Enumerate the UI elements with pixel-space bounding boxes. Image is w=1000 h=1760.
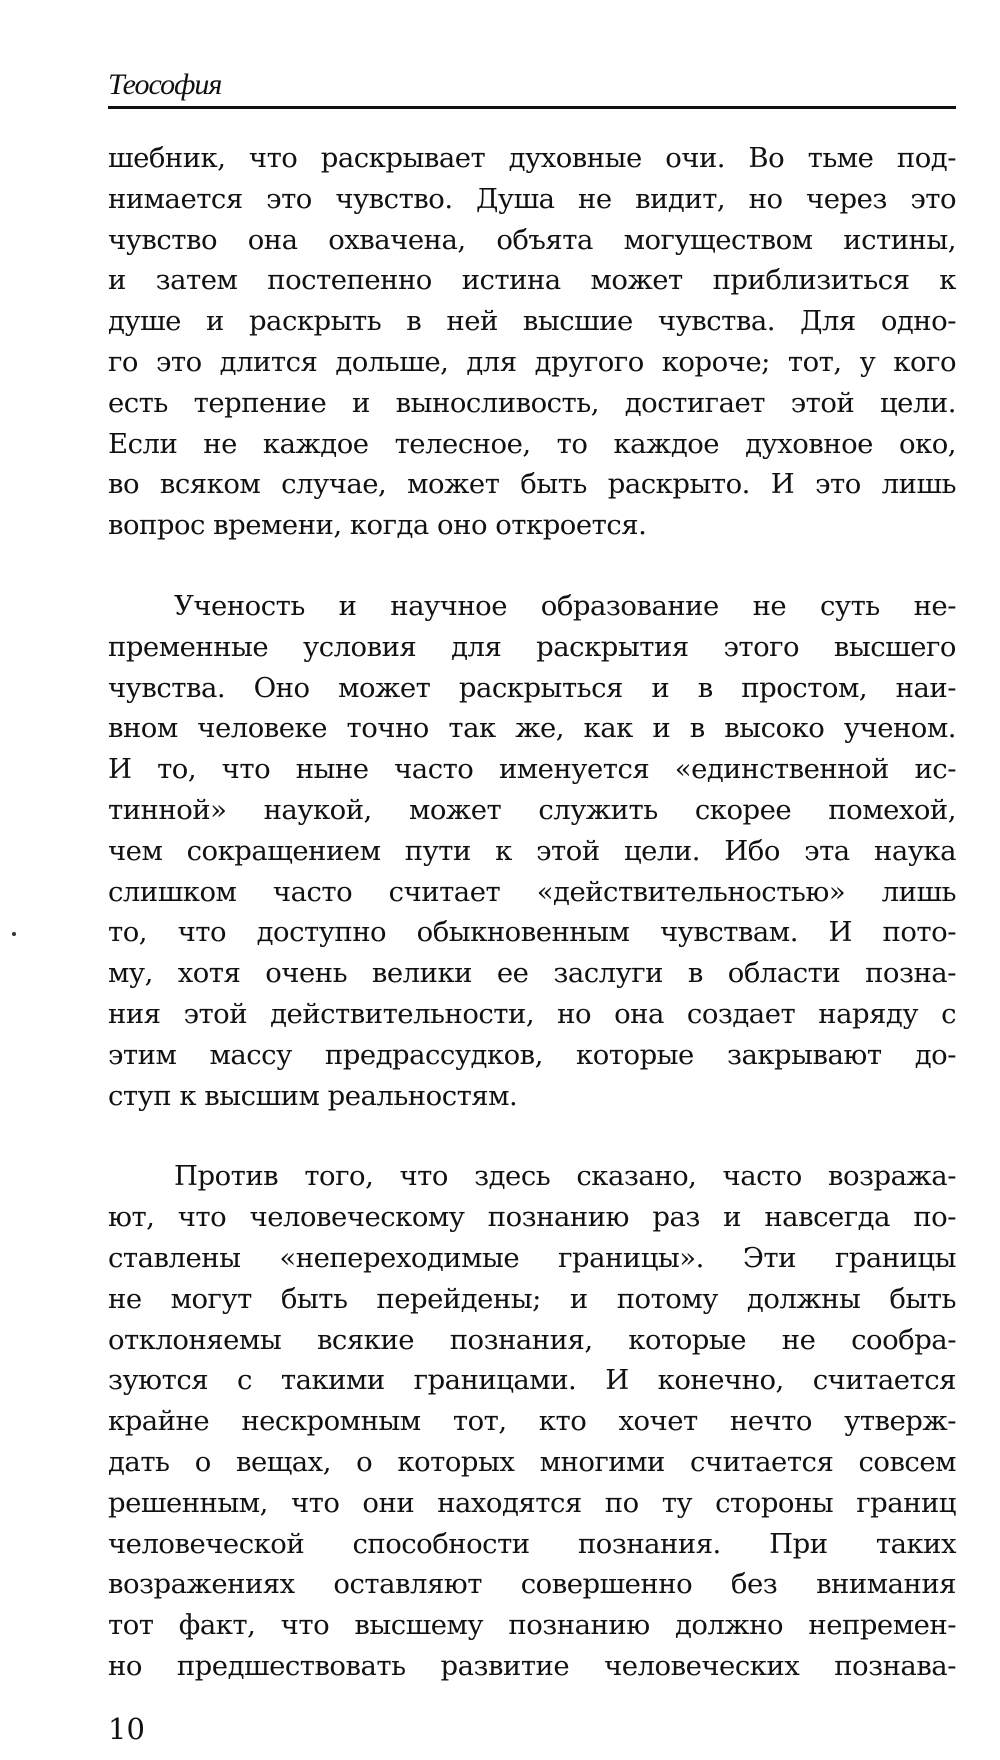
text-line: отклоняемы всякие познания, которые не сообра- [108, 1323, 956, 1356]
text-line: тот факт, что высшему познанию должно непремен- [108, 1609, 956, 1642]
text-line: слишком часто считает «действительностью» лишь [108, 875, 956, 908]
scan-speck [12, 932, 16, 936]
text-line: вопрос времени, когда оно откроется. [108, 509, 647, 542]
text-line: решенным, что они находятся по ту стороны границ [108, 1486, 956, 1519]
page-number: 10 [108, 1712, 145, 1746]
text-line: И то, что ныне часто именуется «единственной ис- [108, 753, 956, 786]
text-line: Против того, что здесь сказано, часто возража- [174, 1160, 956, 1193]
text-line: ставлены «непереходимые границы». Эти границы [108, 1241, 956, 1274]
text-line: душе и раскрыть в ней высшие чувства. Для одно- [108, 305, 956, 338]
text-body [108, 138, 956, 1687]
text-line: тинной» наукой, может служить скорее помехой, [108, 793, 956, 826]
paragraph-3 [108, 1156, 956, 1686]
text-line: пременные условия для раскрытия этого высшего [108, 630, 956, 663]
paragraph-2 [108, 586, 956, 1116]
text-line: вном человеке точно так же, как и в высоко ученом. [108, 712, 956, 745]
text-line: дать о вещах, о которых многими считается совсем [108, 1445, 956, 1478]
text-line: зуются с такими границами. И конечно, считается [108, 1364, 956, 1397]
text-line: Ученость и научное образование не суть не- [174, 589, 956, 622]
text-line: крайне нескромным тот, кто хочет нечто утверж- [108, 1405, 956, 1438]
text-line: го это длится дольше, для другого короче; тот, у кого [108, 345, 956, 378]
running-head-title: Теософия [108, 68, 222, 101]
text-line: то, что доступно обыкновенным чувствам. И пото- [108, 916, 956, 949]
text-line: ступ к высшим реальностям. [108, 1079, 518, 1112]
text-line: Если не каждое телесное, то каждое духовное око, [108, 427, 956, 460]
text-line: этим массу предрассудков, которые закрывают до- [108, 1038, 956, 1071]
text-line: му, хотя очень велики ее заслуги в области позна- [108, 957, 956, 990]
text-line: шебник, что раскрывает духовные очи. Во тьме под- [108, 142, 956, 174]
text-line: не могут быть перейдены; и потому должны быть [108, 1282, 956, 1315]
text-line: возражениях оставляют совершенно без внимания [108, 1568, 956, 1601]
text-line: чем сокращением пути к этой цели. Ибо эта наука [108, 834, 956, 867]
header-rule [108, 106, 956, 109]
paragraph-1 [108, 138, 956, 546]
text-line: во всяком случае, может быть раскрыто. И это лишь [108, 468, 956, 501]
text-line: чувства. Оно может раскрыться и в простом, наи- [108, 671, 956, 704]
text-line: ния этой действительности, но она создает наряду с [108, 997, 956, 1030]
text-line: ют, что человеческому познанию раз и навсегда по- [108, 1201, 956, 1234]
text-line: человеческой способности познания. При таких [108, 1527, 956, 1560]
text-line: нимается это чувство. Душа не видит, но через это [108, 182, 956, 215]
text-line: и затем постепенно истина может приблизиться к [108, 264, 956, 297]
text-line: чувство она охвачена, объята могуществом истины, [108, 223, 956, 256]
text-line: но предшествовать развитие человеческих познава- [108, 1649, 956, 1682]
text-line: есть терпение и выносливость, достигает этой цели. [108, 386, 956, 419]
